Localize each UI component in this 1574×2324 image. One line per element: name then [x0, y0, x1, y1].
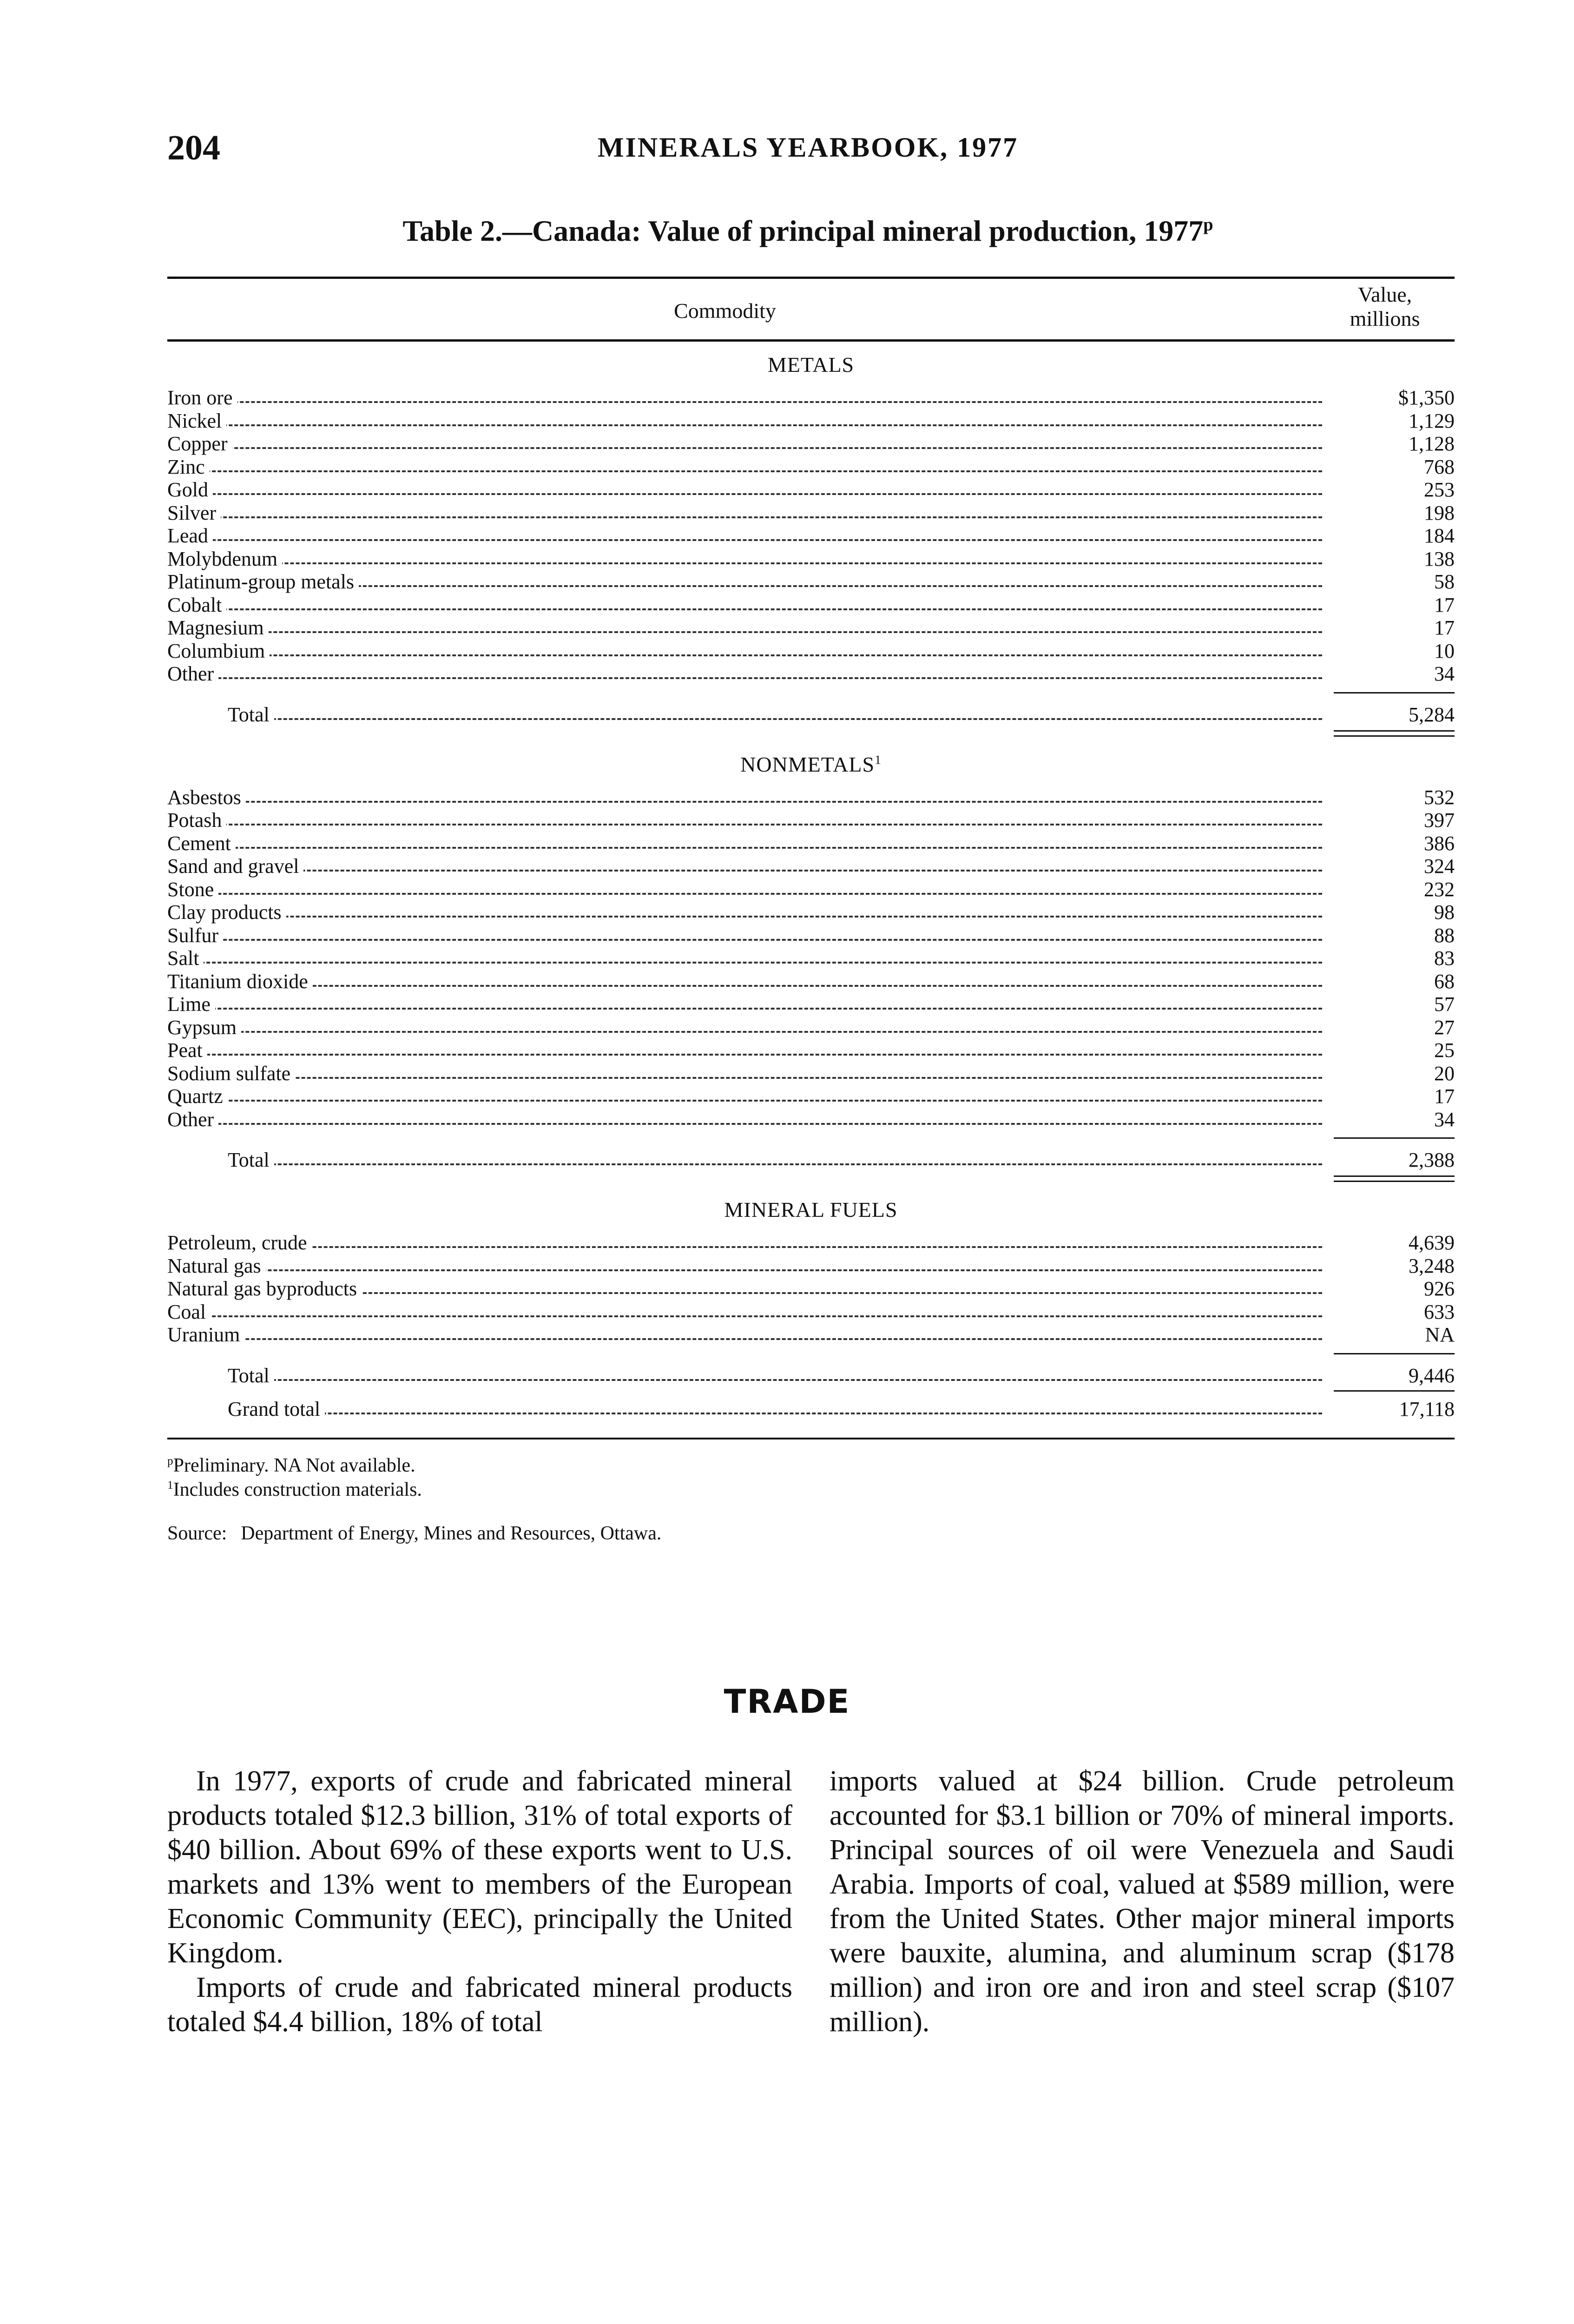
commodity-name: Molybdenum	[167, 548, 282, 571]
footnote-construction	[167, 1478, 1455, 1502]
commodity-value: 532	[1424, 786, 1455, 809]
table-row	[167, 1039, 1455, 1062]
trade-right-column	[830, 1764, 1455, 2039]
table-row	[167, 855, 1455, 878]
commodity-value: 926	[1424, 1277, 1455, 1300]
table-source	[167, 1522, 1455, 1545]
leader-dots	[167, 539, 1322, 541]
table-caption-sup: p	[1203, 215, 1213, 235]
leader-dots	[167, 916, 1322, 918]
table-row	[167, 1323, 1455, 1347]
table-row	[167, 1016, 1455, 1039]
commodity-name: Lead	[167, 524, 213, 548]
commodity-name: Salt	[167, 947, 204, 970]
leader-dots	[167, 470, 1322, 472]
leader-dots	[228, 1413, 1322, 1414]
commodity-value: 27	[1434, 1016, 1455, 1039]
fuels-rows	[167, 1231, 1455, 1347]
table-row	[167, 386, 1455, 409]
commodity-name: Nickel	[167, 409, 226, 433]
table-row	[167, 524, 1455, 548]
table-row	[167, 924, 1455, 947]
trade-paragraph-exports: In 1977, exports of crude and fabricated mineral products totaled $12.3 billion, 31% of total exports of $40 billion. About 69% of these exports went to U.S. markets and 13% went to members of the European Economic Community (EEC), principally the United Kingdom.	[167, 1765, 792, 1969]
commodity-value: 58	[1434, 570, 1455, 593]
footnote-p-marker: p	[167, 1454, 173, 1467]
leader-dots	[167, 1123, 1322, 1125]
commodity-name: Gypsum	[167, 1016, 241, 1039]
commodity-value: 98	[1434, 901, 1455, 924]
commodity-name: Other	[167, 1108, 218, 1131]
table-row	[167, 901, 1455, 924]
fuels-total-row	[167, 1364, 1455, 1387]
leader-dots	[167, 1054, 1322, 1056]
table-row	[167, 616, 1455, 640]
commodity-name: Titanium dioxide	[167, 970, 313, 993]
commodity-value: 25	[1434, 1039, 1455, 1062]
commodity-value: 386	[1424, 832, 1455, 855]
leader-dots	[167, 1100, 1322, 1102]
leader-dots	[167, 1246, 1322, 1248]
commodity-name: Sodium sulfate	[167, 1062, 295, 1085]
table-row	[167, 409, 1455, 433]
leader-dots	[167, 824, 1322, 825]
table-footnotes	[167, 1453, 1455, 1502]
commodity-name: Natural gas	[167, 1254, 266, 1278]
commodity-name: Potash	[167, 809, 226, 832]
grand-total-sum-rule	[1334, 1390, 1455, 1392]
table-row	[167, 548, 1455, 571]
commodity-name: Natural gas byproducts	[167, 1277, 362, 1301]
commodity-value: 3,248	[1409, 1254, 1455, 1277]
table-row	[167, 1254, 1455, 1278]
commodity-name: Peat	[167, 1039, 207, 1062]
commodity-name: Uranium	[167, 1323, 244, 1347]
fuels-total-value: 9,446	[1409, 1364, 1455, 1387]
commodity-value: 68	[1434, 970, 1455, 993]
footnote-1-text: Includes construction materials.	[173, 1479, 422, 1500]
commodity-name: Quartz	[167, 1085, 228, 1108]
commodity-value: 768	[1424, 455, 1455, 478]
column-header-value-line1: Value,	[1357, 283, 1412, 306]
commodity-name: Iron ore	[167, 386, 237, 409]
commodity-name: Cobalt	[167, 594, 226, 617]
commodity-name: Sulfur	[167, 924, 223, 947]
commodity-name: Stone	[167, 878, 218, 901]
source-text: Department of Energy, Mines and Resources, Ottawa.	[241, 1522, 662, 1544]
nonmetals-total-label: Total	[228, 1149, 274, 1172]
table-row	[167, 1085, 1455, 1108]
table-row	[167, 970, 1455, 993]
commodity-value: 17	[1434, 593, 1455, 616]
metals-total-block	[167, 686, 1455, 741]
column-header-commodity: Commodity	[674, 299, 776, 323]
commodity-name: Asbestos	[167, 786, 246, 809]
table-row	[167, 1231, 1455, 1254]
trade-paragraph-imports-continued: imports valued at $24 billion. Crude petroleum accounted for $3.1 billion or 70% of mineral imports. Principal sources of oil were Venezuela and Saudi Arabia. Imports of coal, valued at $589 million, were from the United States. Other major mineral imports were bauxite, alumina, and aluminum scrap ($178 million) and iron ore and iron and steel scrap ($107 million).	[830, 1765, 1455, 2038]
leader-dots	[167, 447, 1322, 449]
leader-dots	[167, 1008, 1322, 1010]
table-row	[167, 1301, 1455, 1324]
book-title: MINERALS YEARBOOK, 1977	[597, 132, 1019, 163]
nonmetals-total-row	[167, 1149, 1455, 1172]
commodity-value: 232	[1424, 878, 1455, 901]
commodity-value: 10	[1434, 639, 1455, 662]
commodity-value: 324	[1424, 855, 1455, 878]
page-number: 204	[167, 128, 220, 167]
table-row	[167, 662, 1455, 686]
commodity-name: Silver	[167, 502, 221, 525]
commodity-name: Lime	[167, 993, 215, 1016]
leader-dots	[167, 401, 1322, 403]
commodity-value: 253	[1424, 478, 1455, 501]
metals-total-value: 5,284	[1409, 703, 1455, 726]
commodity-value: 198	[1424, 501, 1455, 524]
commodity-value: 88	[1434, 924, 1455, 947]
nonmetals-heading-sup: 1	[875, 752, 882, 767]
commodity-name: Clay products	[167, 901, 286, 924]
commodity-name: Coal	[167, 1301, 211, 1324]
table-row	[167, 809, 1455, 832]
leader-dots	[167, 677, 1322, 679]
commodity-value: 57	[1434, 993, 1455, 1016]
commodity-value: 184	[1424, 524, 1455, 547]
leader-dots	[167, 962, 1322, 964]
leader-dots	[167, 493, 1322, 495]
commodity-value: 633	[1424, 1300, 1455, 1323]
commodity-value: $1,350	[1398, 386, 1455, 409]
metals-total-row	[167, 703, 1455, 726]
table-caption-text: Table 2.—Canada: Value of principal mineral production, 1977	[402, 214, 1204, 247]
commodity-name: Platinum-group metals	[167, 570, 359, 594]
leader-dots	[167, 985, 1322, 987]
table-row	[167, 993, 1455, 1016]
nonmetals-total-block	[167, 1131, 1455, 1187]
commodity-value: 17	[1434, 1085, 1455, 1108]
leader-dots	[167, 631, 1322, 633]
column-header-value-line2: millions	[1350, 307, 1420, 330]
trade-paragraph-imports: Imports of crude and fabricated mineral products totaled $4.4 billion, 18% of total	[167, 1972, 792, 2038]
leader-dots	[167, 801, 1322, 803]
commodity-name: Gold	[167, 478, 213, 502]
leader-dots	[167, 847, 1322, 849]
table-row	[167, 786, 1455, 809]
grand-total-row	[167, 1398, 1455, 1421]
grand-total-block	[167, 1388, 1455, 1435]
table-row	[167, 432, 1455, 456]
commodity-value: 17	[1434, 616, 1455, 639]
footnote-1-marker: 1	[167, 1479, 173, 1492]
fuels-sum-rule	[1334, 1353, 1455, 1354]
commodity-name: Copper	[167, 432, 232, 456]
leader-dots	[167, 1077, 1322, 1079]
leader-dots	[167, 1031, 1322, 1033]
table-row	[167, 478, 1455, 502]
leader-dots	[167, 608, 1322, 610]
section-heading-nonmetals	[167, 746, 1455, 783]
leader-dots	[167, 424, 1322, 426]
commodity-value: 4,639	[1409, 1231, 1455, 1254]
table-row	[167, 570, 1455, 594]
footnote-p-text: Preliminary. NA Not available.	[173, 1454, 415, 1476]
commodity-value: 83	[1434, 947, 1455, 970]
table-row	[167, 1062, 1455, 1085]
metals-total-label: Total	[228, 703, 274, 726]
table-row	[167, 594, 1455, 617]
nonmetals-heading-text: NONMETALS	[740, 752, 875, 776]
nonmetals-rows	[167, 786, 1455, 1131]
commodity-name: Cement	[167, 832, 236, 855]
grand-total-value: 17,118	[1399, 1397, 1455, 1420]
leader-dots	[167, 1315, 1322, 1317]
table-header-row	[167, 279, 1455, 339]
trade-heading: TRADE	[724, 1683, 850, 1721]
leader-dots	[167, 870, 1322, 872]
commodity-value: 138	[1424, 547, 1455, 570]
leader-dots	[167, 562, 1322, 564]
commodity-name: Columbium	[167, 640, 270, 663]
running-head	[167, 128, 1449, 170]
fuels-total-label: Total	[228, 1364, 274, 1387]
table-row	[167, 947, 1455, 970]
commodity-value: NA	[1425, 1323, 1455, 1346]
commodity-name: Magnesium	[167, 616, 269, 640]
leader-dots	[167, 1338, 1322, 1340]
table-row	[167, 832, 1455, 855]
commodity-value: 1,129	[1409, 409, 1455, 432]
commodity-value: 20	[1434, 1062, 1455, 1085]
commodity-name: Zinc	[167, 456, 210, 479]
commodity-value: 397	[1424, 809, 1455, 832]
table-row	[167, 1108, 1455, 1131]
column-header-value	[1315, 283, 1455, 331]
table-row	[167, 640, 1455, 663]
fuels-total-block	[167, 1347, 1455, 1388]
trade-left-column	[167, 1764, 792, 2039]
source-label: Source:	[167, 1522, 227, 1544]
table-bottom-rule	[167, 1438, 1455, 1439]
leader-dots	[167, 654, 1322, 656]
metals-rows	[167, 386, 1455, 686]
leader-dots	[167, 939, 1322, 941]
leader-dots	[167, 516, 1322, 518]
table-caption	[167, 214, 1449, 248]
nonmetals-sum-rule	[1334, 1137, 1455, 1139]
mineral-production-table	[167, 277, 1455, 1545]
grand-total-label: Grand total	[228, 1398, 325, 1421]
commodity-name: Sand and gravel	[167, 855, 303, 878]
commodity-name: Petroleum, crude	[167, 1231, 312, 1254]
footnote-preliminary	[167, 1453, 1455, 1478]
metals-double-rule	[1334, 730, 1455, 737]
table-row	[167, 1277, 1455, 1301]
commodity-value: 1,128	[1409, 432, 1455, 455]
commodity-value: 34	[1434, 1108, 1455, 1131]
metals-sum-rule	[1334, 692, 1455, 693]
section-heading-fuels: MINERAL FUELS	[724, 1198, 898, 1221]
leader-dots	[228, 1379, 1322, 1381]
commodity-value: 34	[1434, 662, 1455, 685]
nonmetals-double-rule	[1334, 1175, 1455, 1182]
table-row	[167, 878, 1455, 901]
table-row	[167, 456, 1455, 479]
nonmetals-total-value: 2,388	[1409, 1149, 1455, 1171]
table-header-rule	[167, 339, 1455, 342]
commodity-name: Other	[167, 662, 218, 686]
leader-dots	[167, 1269, 1322, 1271]
section-heading-metals: METALS	[767, 353, 855, 376]
leader-dots	[228, 1163, 1322, 1165]
leader-dots	[228, 718, 1322, 720]
leader-dots	[167, 893, 1322, 895]
table-row	[167, 502, 1455, 525]
